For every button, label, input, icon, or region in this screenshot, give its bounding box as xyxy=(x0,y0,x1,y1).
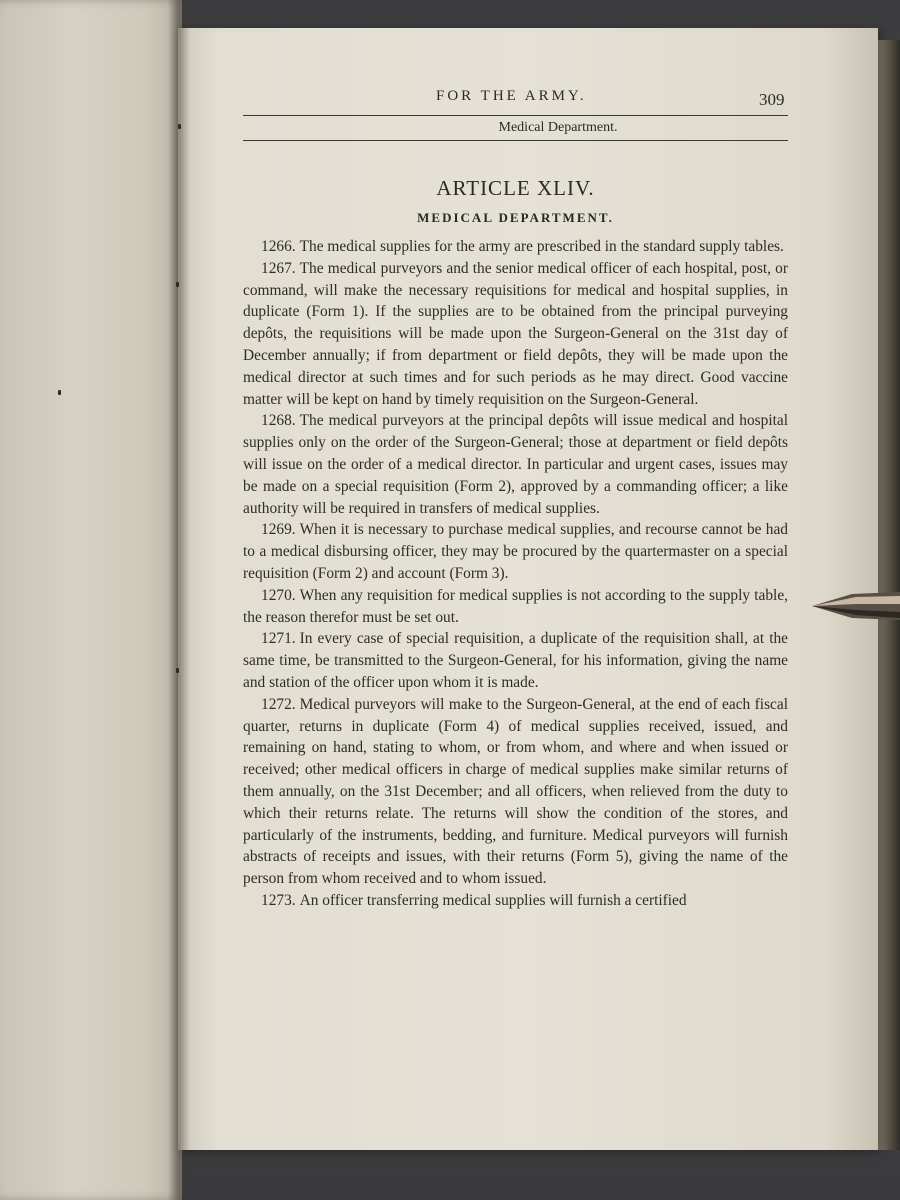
left-page-mark xyxy=(176,282,179,287)
paragraph-text: When any requisition for medical supplies is not according to the supply table, the reason therefor must be set out. xyxy=(243,586,788,626)
paragraph xyxy=(243,585,788,629)
paragraph-text: An officer transferring medical supplies will furnish a certified xyxy=(299,891,687,909)
paragraph xyxy=(243,628,788,693)
paragraph-number: 1269. xyxy=(261,521,296,539)
paragraph-number: 1270. xyxy=(261,586,296,604)
running-title: FOR THE ARMY. xyxy=(436,88,587,104)
paragraph-number: 1266. xyxy=(261,238,296,255)
page-number: 309 xyxy=(759,90,785,109)
paragraph xyxy=(243,258,788,411)
book-gutter xyxy=(168,0,190,1200)
paragraph-text: The medical purveyors at the principal depôts will issue medical and hospital supplies only on the order of the Surgeon-General; those at department or field depôts will issue on the order of a medical director. In particular and urgent cases, issues may be made on a special requisition (Form 2), approved by a commanding officer; a like authority will be required in transfers of medical supplies. xyxy=(243,412,788,517)
running-head xyxy=(178,88,878,112)
left-page-mark xyxy=(58,390,61,395)
paragraph xyxy=(243,890,788,912)
left-page xyxy=(0,0,182,1200)
paragraph-text: The medical supplies for the army are prescribed in the standard supply tables. xyxy=(299,238,784,255)
header-rule-bottom xyxy=(243,140,788,141)
running-subtitle: Medical Department. xyxy=(498,120,618,135)
paragraph-text: The medical purveyors and the senior medical officer of each hospital, post, or command, will make the necessary requisitions for medical and hospital supplies, in duplicate (Form 1). If the supplies are to be obtained from the principal purveying depôts, the requisitions will be made upon the Surgeon-General on the 31st day of December annually; if from department or field depôts, they will be made upon the medical director at such times and for such periods as he may direct. Good vaccine matter will be kept on hand by timely requisition on the Surgeon-General. xyxy=(243,259,788,408)
bookmark-pointer xyxy=(812,588,900,624)
paragraph-number: 1268. xyxy=(261,412,296,430)
paragraph-number: 1273. xyxy=(261,891,296,909)
paragraph-number: 1272. xyxy=(261,695,296,713)
paragraph xyxy=(243,519,788,584)
paragraph-text: When it is necessary to purchase medical supplies, and recourse cannot be had to a medical disbursing officer, they may be procured by the quartermaster on a special requisition (Form 2) and account (Form 3). xyxy=(243,521,788,582)
section-title: MEDICAL DEPARTMENT. xyxy=(417,210,614,225)
paragraph-number: 1267. xyxy=(261,259,296,277)
left-page-mark xyxy=(176,668,179,673)
paragraph xyxy=(243,236,788,258)
body-text xyxy=(243,236,788,912)
paragraph-text: In every case of special requisition, a duplicate of the requisition shall, at the same time, be transmitted to the Surgeon-General, for his information, giving the name and station of the officer upon whom it is made. xyxy=(243,630,788,691)
paragraph-text: Medical purveyors will make to the Surgeon-General, at the end of each fiscal quarter, returns in duplicate (Form 4) of medical supplies received, issued, and remaining on hand, stating to whom, or from whom, and where and when issued or received; other medical officers in charge of medical supplies make similar returns of them annually, on the 31st December; and all officers, when relieved from the duty to which their returns relate. The returns will show the condition of the stores, and particularly of the instruments, bedding, and furniture. Medical purveyors will furnish abstracts of receipts and issues, with their returns (Form 5), giving the name of the person from whom received and to whom issued. xyxy=(243,695,788,888)
paragraph-number: 1271. xyxy=(261,630,296,648)
article-title: ARTICLE XLIV. xyxy=(436,176,595,200)
paragraph xyxy=(243,694,788,890)
header-rule-top xyxy=(243,115,788,116)
paragraph xyxy=(243,410,788,519)
